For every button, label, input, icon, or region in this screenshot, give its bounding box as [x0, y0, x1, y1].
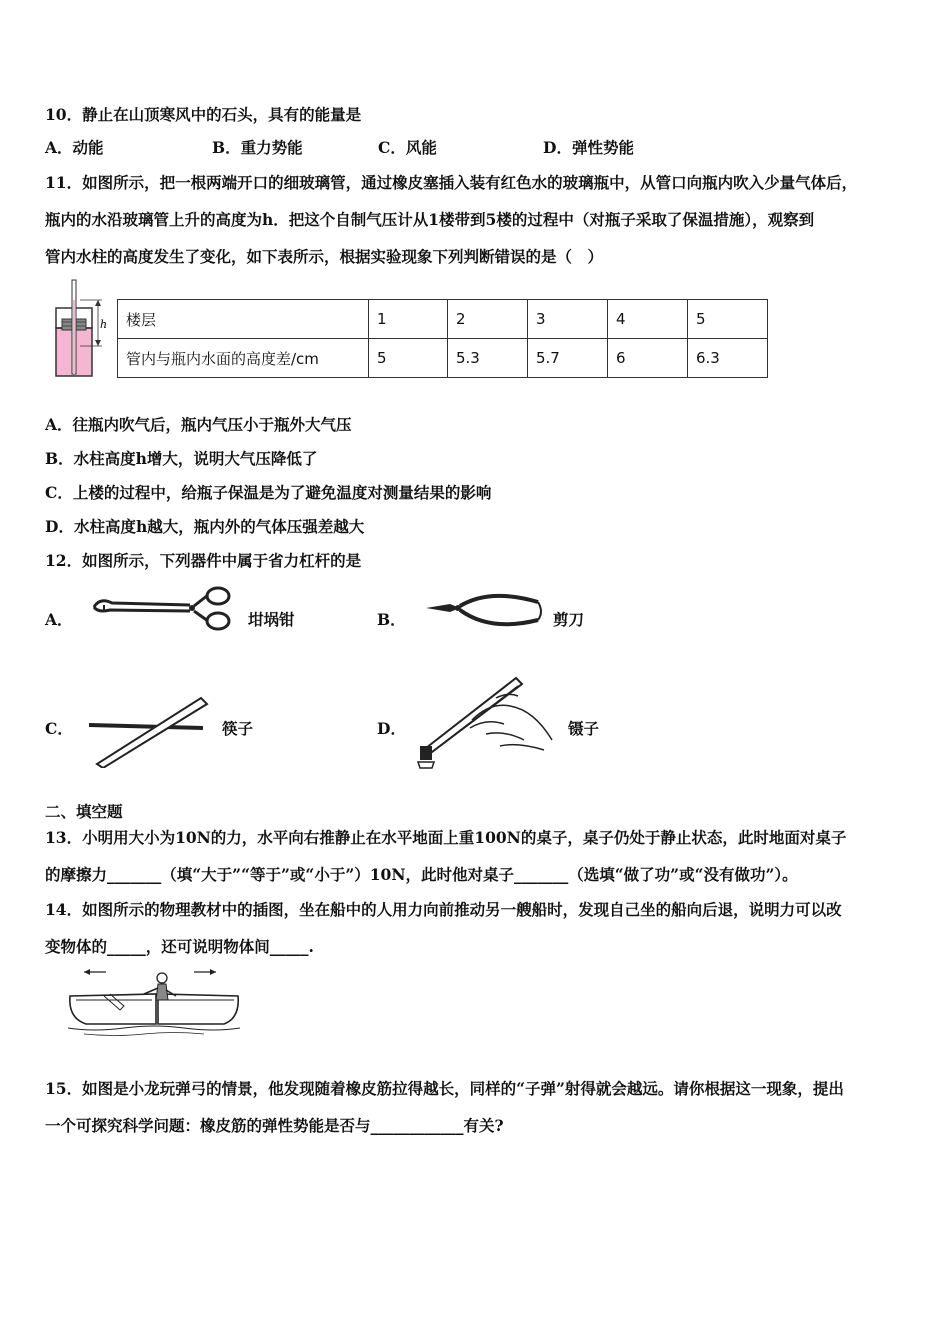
table-cell: 6.3	[688, 339, 768, 378]
q12-option-b-letter: B．	[377, 610, 406, 629]
q12-stem: 12．如图所示，下列器件中属于省力杠杆的是	[45, 551, 362, 570]
q10-option-b: B．重力势能	[212, 138, 303, 157]
table-cell: 管内与瓶内水面的高度差/cm	[118, 339, 369, 378]
crucible-tongs-icon	[90, 585, 240, 635]
q11-option-d: D．水柱高度h越大，瓶内外的气体压强差越大	[45, 517, 365, 536]
q12-option-d-name: 镊子	[568, 719, 600, 738]
scissors-icon	[420, 590, 545, 635]
boats-illustration	[64, 966, 244, 1038]
q12-option-c-name: 筷子	[222, 719, 254, 738]
q11-option-c: C．上楼的过程中，给瓶子保温是为了避免温度对测量结果的影响	[45, 483, 492, 502]
table-cell: 3	[528, 300, 608, 339]
table-cell: 楼层	[118, 300, 369, 339]
q10-stem: 10．静止在山顶寒风中的石头，具有的能量是	[45, 105, 362, 124]
table-cell: 2	[448, 300, 528, 339]
figure-h-label: h	[100, 318, 108, 331]
table-row	[118, 300, 768, 339]
chopsticks-icon	[85, 692, 210, 768]
q10-option-c: C．风能	[378, 138, 437, 157]
table-cell: 5.7	[528, 339, 608, 378]
q12-option-a-name: 坩埚钳	[248, 610, 295, 629]
barometer-bottle-figure	[50, 278, 110, 382]
q11-line-1: 11．如图所示，把一根两端开口的细玻璃管，通过橡皮塞插入装有红色水的玻璃瓶中，从管口向瓶内吹入少量气体后，	[45, 173, 858, 192]
q11-option-a: A．往瓶内吹气后，瓶内气压小于瓶外大气压	[45, 415, 352, 434]
q11-line-3: 管内水柱的高度发生了变化，如下表所示，根据实验现象下列判断错误的是（ ）	[45, 247, 604, 266]
table-cell: 1	[369, 300, 448, 339]
table-row	[118, 339, 768, 378]
q13-line-1: 13．小明用大小为10N的力，水平向右推静止在水平地面上重100N的桌子，桌子仍处于静止状态，此时地面对桌子	[45, 828, 847, 847]
q15-line-1: 15．如图是小龙玩弹弓的情景，他发现随着橡皮筋拉得越长，同样的“子弹”射得就会越远。请你根据这一现象，提出	[45, 1079, 844, 1098]
table-cell: 5	[688, 300, 768, 339]
table-cell: 6	[608, 339, 688, 378]
q12-option-a-letter: A．	[45, 610, 73, 629]
table-cell: 5	[369, 339, 448, 378]
q12-option-b-name: 剪刀	[553, 610, 585, 629]
q13-line-2: 的摩擦力_______（填“大于”“等于”或“小于”）10N，此时他对桌子_______（选填“做了功”或“没有做功”）。	[45, 865, 798, 884]
table-cell: 4	[608, 300, 688, 339]
q10-option-a: A．动能	[45, 138, 104, 157]
q11-option-b: B．水柱高度h增大，说明大气压降低了	[45, 449, 318, 468]
q14-line-2: 变物体的_____，还可说明物体间_____.	[45, 937, 314, 956]
q15-line-2: 一个可探究科学问题：橡皮筋的弹性势能是否与____________有关?	[45, 1116, 504, 1135]
q12-option-c-letter: C．	[45, 719, 73, 738]
q10-option-d: D．弹性势能	[543, 138, 634, 157]
tweezers-icon	[412, 670, 557, 774]
q11-line-2: 瓶内的水沿玻璃管上升的高度为h．把这个自制气压计从1楼带到5楼的过程中（对瓶子采取了保温措施），观察到	[45, 210, 815, 229]
q12-option-d-letter: D．	[377, 719, 406, 738]
section-title: 二、填空题	[45, 802, 123, 821]
q14-line-1: 14．如图所示的物理教材中的插图，坐在船中的人用力向前推动另一艘船时，发现自己坐的船向后退，说明力可以改	[45, 900, 842, 919]
pressure-height-table	[117, 299, 768, 378]
table-cell: 5.3	[448, 339, 528, 378]
